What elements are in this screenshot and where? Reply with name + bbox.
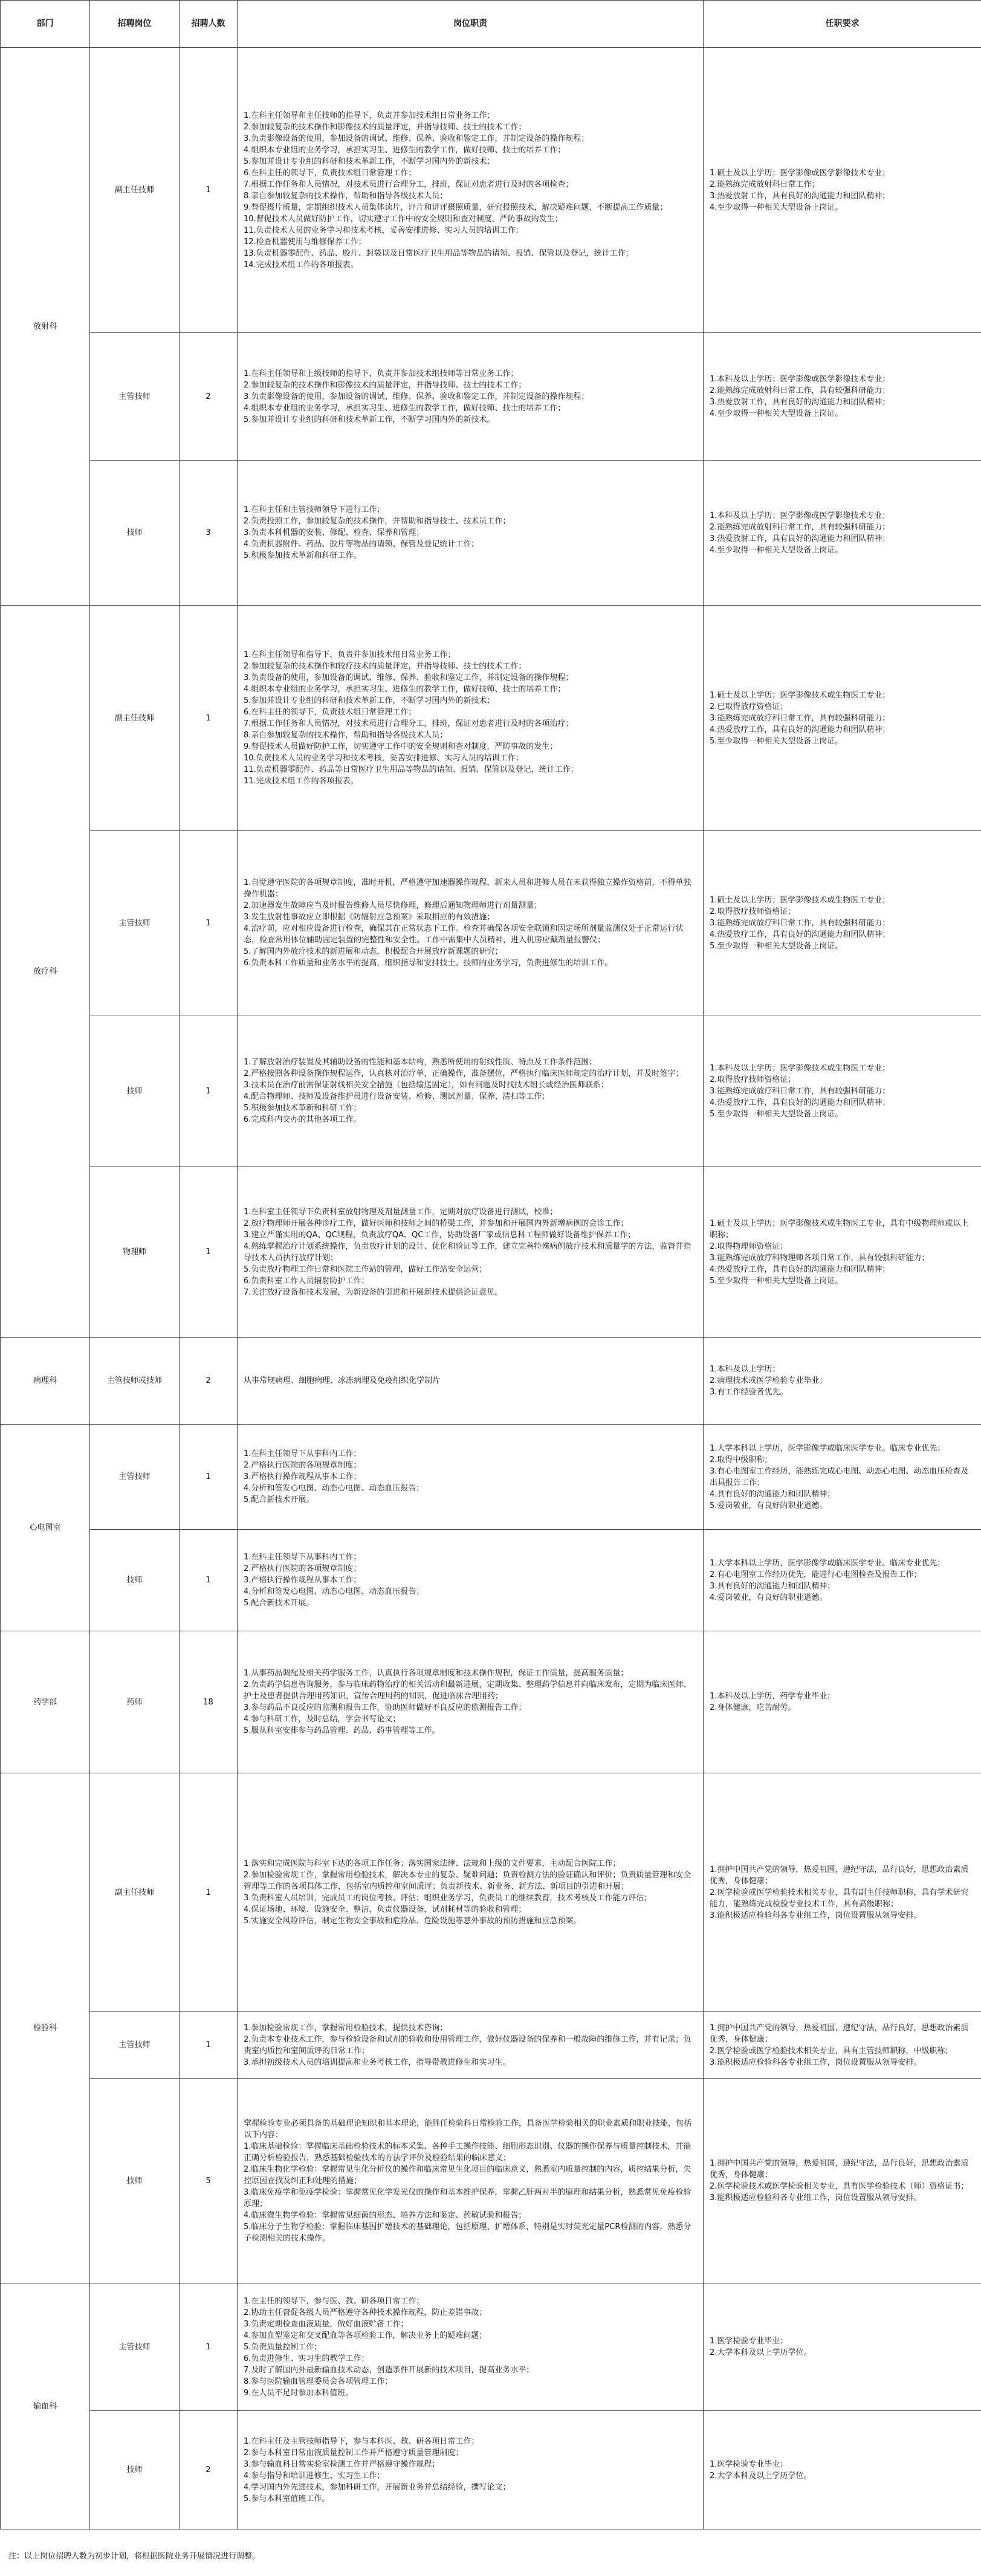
requirement-line: 5.至少取得一种相关大型设备上岗证。 xyxy=(710,1276,843,1286)
table-row xyxy=(1,2079,981,2283)
requirement-line: 4.至少取得一种相关大型设备上岗证。 xyxy=(710,545,843,555)
requirement-line: 2.医学检验技术或医学检验相关专业，具有医学检验技术（师）资格证书； xyxy=(710,2182,969,2191)
requirement-line: 1.医学检验专业毕业； xyxy=(710,2337,788,2346)
requirement-line: 4.热爱放疗工作，具有良好的沟通能力和团队精神； xyxy=(710,725,890,734)
position-cell: 副主任技师 xyxy=(90,1773,180,2012)
duty-line: 4.配合物理师、技师及设备维护员进行设备安装、检修、测试剂量、保养、清扫等工作； xyxy=(244,1092,550,1101)
requirement-line: 2.病理技术或医学检验专业毕业； xyxy=(710,1376,827,1385)
duty-line: 14.完成技术组工作的各项报表。 xyxy=(244,260,358,270)
duty-line: 3.参与药品不良反应的监测和报告工作，协助医师做好不良反应的监测报告工作； xyxy=(244,1703,526,1712)
duty-line: 5.了解国内外放疗技术的新进展和动态，积极配合开展放疗新课题的研究； xyxy=(244,947,503,956)
duty-line: 11.负责机器零配件、药品等日常医疗卫生用品等物品的请领、报销、保管以及登记，统计工作； xyxy=(244,765,578,774)
duties-cell xyxy=(238,2079,704,2283)
duty-line: 3.严格执行操作规程从事本工作； xyxy=(244,1472,361,1481)
requirement-line: 2.医学检验或医学检验技术相关专业，具有副主任技师职称，具有学术研究能力，能熟练完成检验专业技术工作，具有高级职称； xyxy=(710,1888,969,1909)
requirement-line: 1.大学本科以上学历，医学影像学或临床医学专业。临床专业优先； xyxy=(710,1443,945,1453)
requirement-line: 1.拥护中国共产党的领导，热爱祖国，遵纪守法，品行良好，思想政治素质优秀，身体健康； xyxy=(710,1865,969,1886)
duty-line: 5.负责放疗物理工作日常和医院工作站的管理，做好工作站安全运营； xyxy=(244,1264,487,1274)
duty-line: 3.技术员在治疗前需保证射线相关安全措施（包括输送固定），如有问题及时找技术组长或经治医师联系； xyxy=(244,1081,609,1090)
count-cell: 1 xyxy=(180,1167,238,1338)
duty-line: 5.参与本科室值班工作。 xyxy=(244,2494,330,2503)
duty-line: 6.在科主任的领导下，负责技术组日常管理工作； xyxy=(244,168,416,178)
table-row xyxy=(1,2411,981,2529)
requirements-cell xyxy=(704,2079,981,2283)
duty-line: 5.负责质量控制工作； xyxy=(244,2342,322,2352)
duty-line: 10.负责技术人员的业务学习和技术考核，妥善安排进修、实习人员的培训工作； xyxy=(244,754,523,763)
count-cell: 1 xyxy=(180,1530,238,1631)
position-cell: 主管技师 xyxy=(90,831,180,1015)
duty-line: 2.加速器发生故障应当及时报告维修人员尽快修理，修理后通知物理师进行剂量测量； xyxy=(244,901,542,910)
requirement-line: 3.能熟练完成放疗科日常工作，具有较强科研能力； xyxy=(710,713,890,723)
duties-cell xyxy=(238,1773,704,2012)
requirements-cell xyxy=(704,606,981,831)
requirement-line: 2.取得放疗技师资格证； xyxy=(710,907,796,916)
requirement-line: 1.硕士及以上学历；医学影像技术或生物医工专业； xyxy=(710,690,890,700)
duty-line: 4.组织本专业组的业务学习，承担实习生、进修生的教学工作，做好技师、技士的培养工作； xyxy=(244,145,566,155)
duties-cell xyxy=(238,606,704,831)
table-body xyxy=(1,48,981,2529)
duty-line: 5.参加并设计专业组的科研和技术革新工作，不断学习国内外的新技术； xyxy=(244,157,495,166)
requirements-cell xyxy=(704,831,981,1015)
duty-line: 1.在科主任领导和主任技师的指导下，负责并参加技术组日常业务工作； xyxy=(244,111,495,120)
department-cell: 病理科 xyxy=(1,1338,90,1425)
table-row xyxy=(1,606,981,831)
table-header-row xyxy=(1,1,981,48)
table-row xyxy=(1,1631,981,1773)
position-cell: 技师 xyxy=(90,2079,180,2283)
requirement-line: 4.至少取得一种相关大型设备上岗证。 xyxy=(710,409,843,418)
requirements-cell xyxy=(704,1530,981,1631)
duty-line: 1.在科主任领导和指导下，负责并参加技术组日常业务工作； xyxy=(244,650,456,659)
requirement-line: 3.能积极适应检验科各专业组工作，岗位设置服从领导安排。 xyxy=(710,1911,922,1920)
duty-line: 3.临床免疫学和免疫学检验：掌握常见化学发光仪的操作和基本维护保养，掌握乙肝两对半的原理和结果分析，熟悉常见免疫检验原理； xyxy=(244,2187,691,2209)
duty-line: 从事常规病理、细胞病理、冰冻病理及免疫组织化学制片 xyxy=(244,1376,441,1385)
duty-line: 4.参加血型鉴定和交叉配血等各项检验工作，解决业务上的疑难问题； xyxy=(244,2331,487,2340)
duties-cell xyxy=(238,333,704,461)
duty-line: 1.在科主任及主管技师指导下，参与本科医、教、研各项日常工作； xyxy=(244,2436,479,2446)
position-cell: 物理师 xyxy=(90,1167,180,1338)
requirements-cell xyxy=(704,1773,981,2012)
duty-line: 3.负责定期检查血液质量，做好血液贮备工作； xyxy=(244,2319,409,2329)
duties-cell xyxy=(238,1530,704,1631)
duty-line: 2.放疗物理师开展各种诊疗工作，做好医师和技师之间的桥梁工作，并参加和开展国内外新增病例的会诊工作； xyxy=(244,1218,629,1228)
requirements-cell xyxy=(704,1631,981,1773)
requirement-line: 4.热爱放疗工作，具有良好的沟通能力和团队精神； xyxy=(710,1264,890,1274)
table-row xyxy=(1,1530,981,1631)
footnote: 注：以上岗位招聘人数为初步计划，将根据医院业务开展情况进行调整。 xyxy=(8,2552,261,2561)
table-row xyxy=(1,2283,981,2411)
requirements-cell xyxy=(704,1425,981,1530)
position-cell: 主管技师 xyxy=(90,2012,180,2079)
count-cell: 1 xyxy=(180,606,238,831)
duty-line: 1.在科主任领导下从事科内工作； xyxy=(244,1553,361,1562)
duty-line: 2.严格执行医院的各项规章制度； xyxy=(244,1461,361,1470)
duty-line: 1.在科室主任领导下负责科室放射物理及剂量测量工作，定期对放疗设备进行测试，校准； xyxy=(244,1207,558,1217)
count-cell: 1 xyxy=(180,2012,238,2079)
requirement-line: 3.能积极适应检验科各专业组工作，岗位设置服从领导安排。 xyxy=(710,2193,922,2202)
duty-line: 3.负责科室人员培训，完成员工的岗位考核、评估；组织业务学习，负责员工的继续教育，技术考核及工作能力评估； xyxy=(244,1894,652,1903)
duty-line: 4.治疗前，应对相应设备进行检查，确保其在正常状态下工作。检查并确保各项安全联锁和固定场所剂量监测仪处于正常运行状态，检查常用体位辅助固定装置的完整性和安全性。工作中需集中人员精神，进入机房应戴剂量报警仪； xyxy=(244,924,684,945)
requirement-line: 5.至少取得一种相关大型设备上岗证。 xyxy=(710,1109,843,1119)
duty-line: 11.负责技术人员的业务学习和技术考核，妥善安排进修、实习人员的培训工作； xyxy=(244,225,523,235)
duty-line: 10.督促技术人员做好防护工作，切实遵守工作中的安全规则和查对制度，严防事故的发生； xyxy=(244,214,563,224)
requirements-cell xyxy=(704,461,981,606)
duty-line: 12.检查机器使用与维修保养工作； xyxy=(244,237,366,247)
duty-line: 13.负责机器零配件、药品、胶片、封袋以及日常医疗卫生用品等物品的请领、报销、保管以及登记，统计工作； xyxy=(244,248,633,258)
count-cell: 3 xyxy=(180,461,238,606)
count-cell: 1 xyxy=(180,831,238,1015)
duty-line: 2.参加较复杂的技术操作和影像技术的质量评定，并指导技师、技士的技术工作； xyxy=(244,380,526,390)
duty-line: 3.负责影像设备的使用，参加设备的调试、维修、保养、验收和鉴定工作，并制定设备的操作规程； xyxy=(244,392,589,401)
requirement-line: 3.热爱放射工作，具有良好的沟通能力和团队精神； xyxy=(710,191,890,201)
duty-line: 4.负责机器附件、药品、胶片等物品的请领、保管及登记统计工作； xyxy=(244,540,479,549)
position-cell: 主管技师 xyxy=(90,1425,180,1530)
duty-line: 2.参与本科室日常血液质量控制工作并严格遵守质量管理制度； xyxy=(244,2448,464,2458)
table-row xyxy=(1,1425,981,1530)
duty-line: 5.参加并设计专业组的科研和技术革新工作，不断学习国内外的新技术； xyxy=(244,696,495,705)
requirement-line: 3.能积极适应检验科各专业组工作，岗位设置服从领导安排。 xyxy=(710,2057,922,2067)
duty-line: 5.配合新技术开展。 xyxy=(244,1495,314,1504)
requirement-line: 4.具有良好的沟通能力和团队精神； xyxy=(710,1489,835,1499)
position-cell: 主管技师 xyxy=(90,333,180,461)
count-cell: 1 xyxy=(180,2283,238,2411)
duty-line: 1.参加检验常规工作，掌握常用检验技术，提供技术咨询； xyxy=(244,2023,448,2033)
duties-cell xyxy=(238,2283,704,2411)
table-row xyxy=(1,831,981,1015)
department-cell: 检验科 xyxy=(1,1773,90,2283)
requirement-line: 1.硕士及以上学历；医学影像技术或生物医工专业； xyxy=(710,895,890,905)
duty-line: 掌握检验专业必须具备的基础理论知识和基本理论，能胜任检验科日常检验工作，具备医学检验相关的职业素质和职业技能，包括以下内容： xyxy=(244,2118,692,2140)
duty-line: 4.保证场地、环境、设施安全、整洁，负责仪器设备，试剂耗材等的验收和管理； xyxy=(244,1905,526,1914)
count-cell: 1 xyxy=(180,48,238,333)
duty-line: 2.负责药学信息咨询服务，参与临床药物治疗的相关活动和最新进展，定期收集、整理药学信息并向临床发布，定期为临床医师、护士及患者提供合理用药知识，宣传合理用药的知识，促进临床合理用药； xyxy=(244,1680,691,1701)
duty-line: 1.了解放射治疗装置及其辅助设备的性能和基本结构，熟悉所使用的射线性质、特点及工作条件范围； xyxy=(244,1058,597,1067)
requirement-line: 2.有心电图室工作经历优先，能进行心电图检查及报告工作； xyxy=(710,1570,922,1579)
position-cell: 技师 xyxy=(90,1015,180,1167)
duty-line: 4.临床微生物学检验：掌握常见细菌的形态、培养方法和鉴定、药敏试验和报告； xyxy=(244,2210,526,2220)
count-cell: 1 xyxy=(180,1015,238,1167)
duty-line: 4.组织本专业组的业务学习，承担实习生、进修生的教学工作，做好技师、技士的培养工作； xyxy=(244,403,566,413)
duty-line: 5.积极参加技术革新和科研工作。 xyxy=(244,551,361,560)
duties-cell xyxy=(238,831,704,1015)
requirement-line: 2.身体健康，吃苦耐劳。 xyxy=(710,1703,796,1712)
duty-line: 6.完成科内交办的其他各项工作。 xyxy=(244,1115,361,1124)
duty-line: 4.学习国内外先进技术，参加科研工作，开展新业务并总结经验，撰写论文； xyxy=(244,2482,511,2492)
duties-cell xyxy=(238,48,704,333)
duty-line: 1.在主任的领导下，参与医、教、研各项日常工作； xyxy=(244,2296,424,2306)
duty-line: 2.参加较复杂的技术操作和较疗技术的质量评定，并指导技师、技士的技术工作； xyxy=(244,662,526,671)
requirement-line: 1.本科及以上学历，药学专业毕业； xyxy=(710,1692,835,1701)
header-requirements: 任职要求 xyxy=(704,1,981,48)
requirement-line: 1.拥护中国共产党的领导，热爱祖国，遵纪守法，品行良好，思想政治素质优秀，身体健康； xyxy=(710,2159,969,2180)
duty-line: 8.亲自参加较复杂的技术操作，帮助和指导各级技术人员； xyxy=(244,191,448,201)
requirement-line: 2.取得中级职称； xyxy=(710,1455,772,1464)
duties-cell xyxy=(238,1338,704,1425)
department-cell: 输血科 xyxy=(1,2283,90,2529)
position-cell: 主管技师或技师 xyxy=(90,1338,180,1425)
header-duties: 岗位职责 xyxy=(238,1,704,48)
duty-line: 1.临床基础检验：掌握临床基础检验技术的标本采集、各种手工操作技能、细胞形态识别、仪器的操作保养与质量控制技术，并能正确分析检验报告，熟悉基础检验技术的方法学评价及检验结果的临床意义； xyxy=(244,2141,691,2163)
duty-line: 3.发生放射性事故应立即根据《防辐射应急预案》采取相应的有效措施； xyxy=(244,913,495,922)
duty-line: 1.在科主任领导和上级技师的指导下，负责并参加技术组技师等日常业务工作； xyxy=(244,369,519,378)
table-row xyxy=(1,48,981,333)
duty-line: 4.参与科研工作，及时总结，学会书写论文； xyxy=(244,1715,401,1724)
requirement-line: 4.热爱放疗工作，具有良好的沟通能力和团队精神； xyxy=(710,1098,890,1107)
duty-line: 9.督促技术人员做好防护工作，切实遵守工作中的安全规则和查对制度，严防事故的发生； xyxy=(244,742,558,751)
duty-line: 5.实施安全风险评估，制定生物安全事故和危险品、危险设施等意外事故的预防措施和应急预案。 xyxy=(244,1917,581,1926)
requirement-line: 2.取得物理师资格证； xyxy=(710,1241,788,1251)
duty-line: 2.参加检验常规工作，掌握常用检验技术，解决本专业的复杂、疑难问题；负责检测方法的验证确认和评价；负责质量管理和安全管理等工作的各项具体工作，包括室内质控和室间质评；负责新技术、新业务、新方法、新项目的引进和开展； xyxy=(244,1871,691,1891)
duties-cell xyxy=(238,1631,704,1773)
duty-line: 3.承担初级技术人员的培训提高和业务考核工作，指导带教进修生和实习生。 xyxy=(244,2057,511,2067)
duty-line: 7.及时了解国内外最新输血技术动态，创造条件开展新的技术项目，提高业务水平； xyxy=(244,2365,534,2375)
requirement-line: 1.医学检验专业毕业； xyxy=(710,2459,788,2469)
duties-cell xyxy=(238,461,704,606)
duty-line: 1.落实和完成医院与科室下达的各项工作任务；落实国家法律、法规和上级的文件要求，主动配合医院工作； xyxy=(244,1859,621,1868)
duty-line: 2.参加较复杂的技术操作和影像技术的质量评定，并指导技师、技士的技术工作； xyxy=(244,122,526,132)
requirement-line: 2.大学本科及以上学历学位。 xyxy=(710,2471,812,2481)
requirement-line: 5.爱岗敬业，有良好的职业道德。 xyxy=(710,1501,827,1510)
requirement-line: 1.本科及以上学历；医学影像技术或生物医工专业； xyxy=(710,1063,890,1073)
table-row xyxy=(1,1015,981,1167)
position-cell: 副主任技师 xyxy=(90,606,180,831)
requirement-line: 3.能熟练完成放疗科物理师各项日常工作，具有较强科研能力； xyxy=(710,1253,930,1263)
department-cell: 放疗科 xyxy=(1,606,90,1338)
requirement-line: 1.硕士及以上学历；医学影像或医学影像技术专业； xyxy=(710,168,890,178)
duty-line: 6.负责进修生、实习生的教学工作； xyxy=(244,2354,369,2363)
duties-cell xyxy=(238,2411,704,2529)
header-position: 招聘岗位 xyxy=(90,1,180,48)
requirements-cell xyxy=(704,1167,981,1338)
duty-line: 3.建立严谨实用的QA、QC规程，负责放疗QA、QC工作，协助设备厂家或信息科工程师做好设备维护保养工作； xyxy=(244,1230,636,1240)
duty-line: 1.在科主任领导下从事科内工作； xyxy=(244,1449,361,1458)
duty-line: 1.在科主任和主管技师领导下进行工作； xyxy=(244,505,385,514)
table-row xyxy=(1,461,981,606)
requirement-line: 5.至少取得一种相关大型设备上岗证。 xyxy=(710,941,843,951)
requirement-line: 4.至少取得一种相关大型设备上岗证。 xyxy=(710,202,843,212)
count-cell: 2 xyxy=(180,1338,238,1425)
duty-line: 8.亲自参加较复杂的技术操作，帮助和指导各级技术人员； xyxy=(244,731,448,740)
count-cell: 1 xyxy=(180,1425,238,1530)
requirement-line: 1.本科及以上学历； xyxy=(710,1365,780,1374)
duty-line: 9.在人员不足时参加本科值班。 xyxy=(244,2388,354,2398)
duty-line: 5.配合新技术开展。 xyxy=(244,1599,314,1608)
count-cell: 1 xyxy=(180,1773,238,2012)
count-cell: 2 xyxy=(180,2411,238,2529)
requirement-line: 3.具有良好的沟通能力和团队精神； xyxy=(710,1581,835,1591)
duty-line: 5.积极参加技术革新和科研工作； xyxy=(244,1104,361,1113)
requirement-line: 3.有心电图室工作经历，能熟练完成心电图、动态心电图、动态血压检查及出具报告工作； xyxy=(710,1466,969,1487)
requirements-cell xyxy=(704,1015,981,1167)
duty-line: 2.严格按照各种设备操作规程运作，认真核对治疗单，正确操作，准备摆位，严格执行临床医师规定的治疗计划，并及时签字； xyxy=(244,1069,684,1078)
duty-line: 4.参与指导和培训进修生、实习生工作； xyxy=(244,2471,385,2481)
duty-line: 3.严格执行操作规程从事本工作； xyxy=(244,1576,361,1585)
requirement-line: 1.拥护中国共产党的领导，热爱祖国，遵纪守法，品行良好，思想政治素质优秀，身体健康； xyxy=(710,2023,969,2044)
requirement-line: 1.本科及以上学历；医学影像或医学影像技术专业； xyxy=(710,511,890,520)
duty-line: 2.负责本专业技术工作，参与检验设备和试剂的验收和使用管理工作，做好仪器设备的保养和一般故障的维修工作，并有记录；负责室内质控和室间质评的日常工作； xyxy=(244,2034,691,2056)
duty-line: 8.参与医院输血管理委员会各项管理工作； xyxy=(244,2377,393,2386)
requirement-line: 3.热爱放射工作，具有良好的沟通能力和团队精神； xyxy=(710,398,890,407)
duty-line: 1.从事药品调配及相关药学服务工作，认真执行各项规章制度和技术操作规程，保证工作质量，提高服务质量； xyxy=(244,1669,629,1678)
duty-line: 4.分析和签发心电图、动态心电图、动态血压报告； xyxy=(244,1484,424,1493)
requirement-line: 1.硕士及以上学历；医学影像技术或生物医工专业，具有中级物理师或以上职称； xyxy=(710,1218,969,1240)
duty-line: 4.分析和签发心电图、动态心电图、动态血压报告； xyxy=(244,1587,424,1596)
count-cell: 2 xyxy=(180,333,238,461)
requirement-line: 2.已取得放疗资格证； xyxy=(710,702,788,711)
duty-line: 5.服从科室安排参与药品管理、药品、药事管理等工作。 xyxy=(244,1726,440,1735)
duty-line: 3.参与输血科日常实验室检测工作并严格遵守操作规程； xyxy=(244,2459,440,2469)
duty-line: 4.组织本专业组的业务学习，承担实习生、进修生的教学工作，做好技师、技士的培养工作； xyxy=(244,685,566,694)
duty-line: 2.协助主任督促各级人员严格遵守各种技术操作规程，防止差错事故； xyxy=(244,2308,487,2317)
position-cell: 技师 xyxy=(90,1530,180,1631)
duties-cell xyxy=(238,1015,704,1167)
position-cell: 药师 xyxy=(90,1631,180,1773)
duty-line: 1.自觉遵守医院的各项规章制度，准时开机，严格遵守加速器操作规程，新来人员和进修人员在未获得独立操作资格前，不得单独操作机器； xyxy=(244,878,691,899)
duty-line: 6.负责本科工作质量和业务水平的提高，组织指导和安排技士、技师的业务学习，负责进修生的培训工作。 xyxy=(244,959,613,968)
requirement-line: 2.取得放疗技师资格证； xyxy=(710,1075,796,1084)
duty-line: 7.根据工作任务和人员情况，对技术员进行合理分工，排班，保证对患者进行及时的各项检查； xyxy=(244,180,574,189)
requirement-line: 2.能熟练完成放射科日常工作，具有较强科研能力； xyxy=(710,386,890,395)
requirement-line: 5.至少取得一种相关大型设备上岗证。 xyxy=(710,736,843,746)
duties-cell xyxy=(238,2012,704,2079)
table-row xyxy=(1,1773,981,2012)
requirements-cell xyxy=(704,1338,981,1425)
position-cell: 技师 xyxy=(90,2411,180,2529)
requirement-line: 4.爱岗敬业，有良好的职业道德。 xyxy=(710,1593,827,1602)
duty-line: 7.关注放疗设备和技术发展，为新设备的引进和开展新技术提供论证意见。 xyxy=(244,1287,503,1297)
requirements-cell xyxy=(704,2283,981,2411)
requirement-line: 3.能熟练完成放疗科日常工作，具有较强科研能力； xyxy=(710,918,890,928)
department-cell: 药学部 xyxy=(1,1631,90,1773)
requirement-line: 3.有工作经验者优先。 xyxy=(710,1388,788,1397)
requirement-line: 2.能熟练完成放射科日常工作，具有较强科研能力； xyxy=(710,522,890,532)
requirement-line: 2.大学本科及以上学历学位。 xyxy=(710,2348,812,2357)
duty-line: 2.负责投照工作，参加较复杂的技术操作，并帮助和指导技士、技术员工作； xyxy=(244,517,511,526)
requirement-line: 1.大学本科以上学历，医学影像学或临床医学专业。临床专业优先； xyxy=(710,1558,945,1568)
duty-line: 5.参加并设计专业组的科研和技术革新工作，不断学习国内外的新技术。 xyxy=(244,415,495,424)
duty-line: 11.完成技术组工作的各项报表。 xyxy=(244,777,358,786)
requirements-cell xyxy=(704,48,981,333)
requirement-line: 4.热爱放疗工作，具有良好的沟通能力和团队精神； xyxy=(710,930,890,939)
requirements-cell xyxy=(704,2411,981,2529)
requirement-line: 2.能熟练完成放射科日常工作； xyxy=(710,180,820,189)
position-cell: 技师 xyxy=(90,461,180,606)
header-count: 招聘人数 xyxy=(180,1,238,48)
duty-line: 9.督促摄片质量，定期组织技术人员集体读片，评片和讲评摄照质量，研究投照技术，解决疑难问题，不断提高工作质量； xyxy=(244,202,668,212)
count-cell: 5 xyxy=(180,2079,238,2283)
duty-line: 3.负责设备的使用，参加设备的调试、维修、保养、验收和鉴定工作，并制定设备的操作规程； xyxy=(244,673,574,682)
table-row xyxy=(1,1167,981,1338)
table-row xyxy=(1,2012,981,2079)
requirement-line: 1.本科及以上学历；医学影像或医学影像技术专业； xyxy=(710,375,890,384)
duty-line: 3.负责影像设备的使用，参加设备的调试、维修、保养、验收和鉴定工作，并制定设备的操作规程； xyxy=(244,134,589,143)
requirement-line: 3.能熟练完成放疗科日常工作，具有较强科研能力； xyxy=(710,1086,890,1096)
position-cell: 副主任技师 xyxy=(90,48,180,333)
duty-line: 6.在科主任的领导下，负责技术组日常管理工作； xyxy=(244,708,416,717)
table-row xyxy=(1,1338,981,1425)
department-cell: 心电图室 xyxy=(1,1425,90,1631)
duties-cell xyxy=(238,1425,704,1530)
table-row xyxy=(1,333,981,461)
duty-line: 6.负责科室工作人员辐射防护工作； xyxy=(244,1276,369,1286)
duty-line: 5.临床分子生物学检验：掌握临床基因扩增技术的基础理论，包括原理、扩增体系，特别是实时荧光定量PCR检测的内容，熟悉分子检测相关的技术操作。 xyxy=(244,2222,691,2243)
duties-cell xyxy=(238,1167,704,1338)
duty-line: 4.熟练掌握治疗计划系统操作，负责放疗计划的设计、优化和验证等工作，建立完善特殊病例放疗技术和质量学的方法，监督并指导技术人员执行放疗计划； xyxy=(244,1241,691,1263)
requirements-cell xyxy=(704,333,981,461)
duty-line: 2.临床生物化学检验：掌握常见生化分析仪的操作和临床常见生化项目的临床意义，熟悉室内质量控制的内容，质控结果分析，失控原因查找及纠正和处理的措施； xyxy=(244,2164,691,2186)
count-cell: 18 xyxy=(180,1631,238,1773)
duty-line: 7.根据工作任务和人员情况，对技术员进行合理分工，排班，保证对患者进行及时的各项治疗； xyxy=(244,719,574,728)
department-cell: 放射科 xyxy=(1,48,90,606)
duty-line: 3.负责本科机器的安装、修配、检查、保养和管理； xyxy=(244,528,424,537)
position-cell: 主管技师 xyxy=(90,2283,180,2411)
header-department: 部门 xyxy=(1,1,90,48)
requirements-cell xyxy=(704,2012,981,2079)
requirement-line: 2.医学检验或医学检验技术相关专业，具有主管技师职称，中级职称； xyxy=(710,2046,953,2056)
requirement-line: 3.热爱放射工作，具有良好的沟通能力和团队精神； xyxy=(710,534,890,543)
duty-line: 2.严格执行医院的各项规章制度； xyxy=(244,1564,361,1573)
